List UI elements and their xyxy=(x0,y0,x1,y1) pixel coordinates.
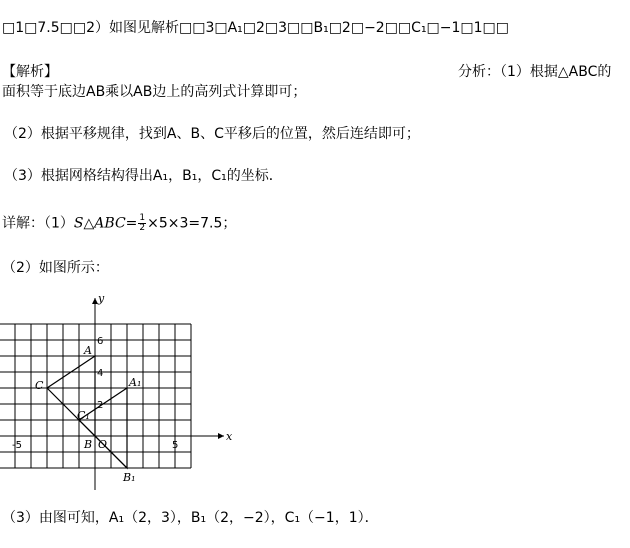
tick-label: 6 xyxy=(97,336,104,347)
part2: （2）如图所示： xyxy=(2,260,109,276)
tick-label: -5 xyxy=(12,440,22,451)
tick-label: 5 xyxy=(172,440,179,451)
y-axis-label: y xyxy=(98,292,105,305)
tick-label: 2 xyxy=(97,400,104,411)
analysis-3: （3）根据网格结构得出A₁，B₁，C₁的坐标． xyxy=(4,168,283,184)
coordinate-graph xyxy=(0,292,240,492)
tick-label: 4 xyxy=(97,368,104,379)
analysis-1b: 面积等于底边AB乘以AB边上的高列式计算即可； xyxy=(2,84,307,100)
fraction-denominator: 2 xyxy=(139,223,146,233)
answer-line: □1□7.5□□2）如图见解析□□3□A₁□2□3□□B₁□2□−2□□C₁□−1□1□□ xyxy=(2,20,510,36)
point-label-b1: B₁ xyxy=(123,471,136,484)
triangle-abc xyxy=(47,356,95,436)
axes xyxy=(0,298,224,490)
point-label-c1: C₁ xyxy=(77,409,90,422)
x-axis-label: x xyxy=(226,430,233,443)
half-fraction xyxy=(138,214,146,233)
analysis-head: 分析：（1）根据△ABC的 xyxy=(458,64,612,80)
detail-label: 详解：（1） xyxy=(2,215,74,232)
detail-area-symbol: S△ABC xyxy=(73,215,126,232)
detail-rest: ×5×3=7.5； xyxy=(147,215,237,232)
origin-label: O xyxy=(98,438,108,451)
detail-line xyxy=(2,214,236,233)
point-label-c: C xyxy=(35,379,44,392)
point-label-b: B xyxy=(84,438,93,451)
analysis-2: （2）根据平移规律，找到A、B、C平移后的位置，然后连结即可； xyxy=(4,126,420,142)
detail-equals: = xyxy=(125,215,138,232)
part3: （3）由图可知，A₁（2，3），B₁（2，−2），C₁（−1，1）． xyxy=(2,510,379,526)
point-label-a1: A₁ xyxy=(129,376,142,389)
x-axis-arrow xyxy=(218,433,224,439)
point-label-a: A xyxy=(84,344,92,357)
fraction-numerator: 1 xyxy=(139,213,146,223)
section-title: 【解析】 xyxy=(2,64,58,80)
